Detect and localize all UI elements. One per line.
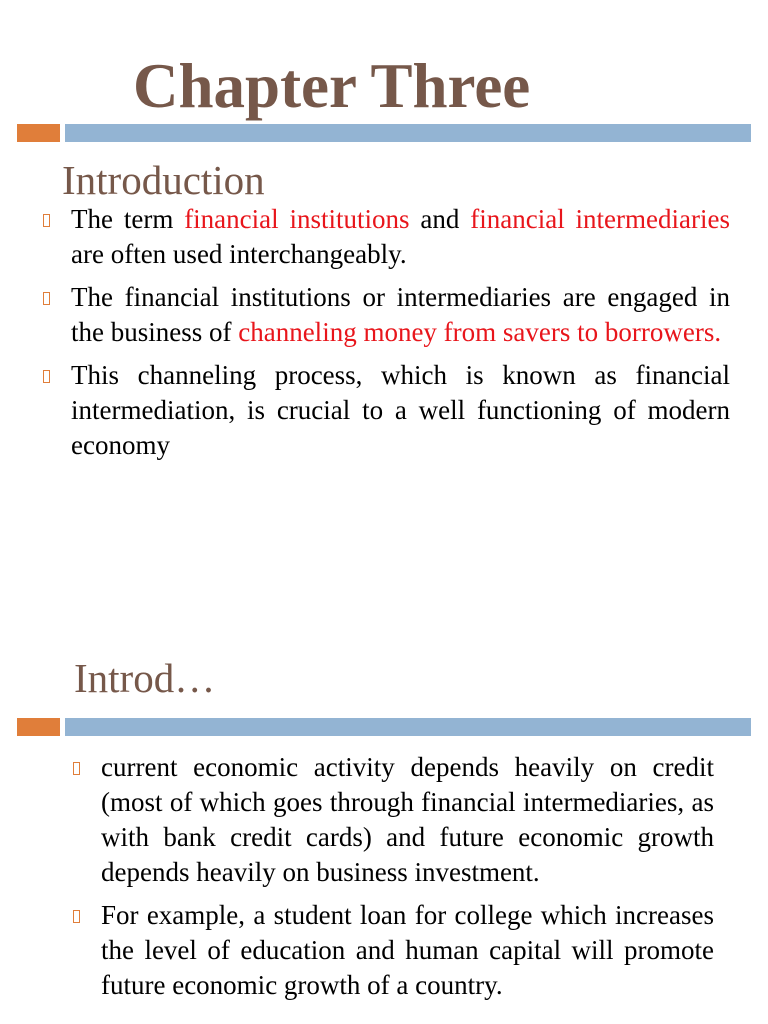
slide-introd (0, 640, 768, 1024)
bullet-item (70, 898, 714, 1003)
divider-accent-block (17, 718, 60, 736)
slide-title: Chapter Three (133, 51, 531, 121)
bullet-marker-icon (73, 910, 80, 923)
bullet-text: The financial institutions or intermediaries are engaged in the business of (71, 282, 730, 347)
bullet-list (70, 750, 714, 1011)
divider-bar (65, 124, 751, 142)
bullet-item (40, 358, 730, 463)
bullet-list (40, 202, 730, 471)
title-divider (17, 124, 751, 142)
highlighted-text: financial intermediaries (470, 204, 730, 234)
bullet-text: current economic activity depends heavily on credit (most of which goes through financial intermediaries, as with bank credit cards) and future economic growth depends heavily on business investment. (101, 752, 714, 887)
title-divider (17, 718, 751, 736)
bullet-text: are often used interchangeably. (71, 239, 407, 269)
bullet-marker-icon (43, 292, 50, 305)
divider-bar (65, 718, 751, 736)
bullet-item (70, 750, 714, 890)
bullet-text: The term (71, 204, 185, 234)
bullet-marker-icon (73, 762, 80, 775)
highlighted-text: channeling money from savers to borrowers. (238, 317, 722, 347)
bullet-text: This channeling process, which is known as financial intermediation, is crucial to a well functioning of modern economy (71, 360, 730, 460)
slide-subtitle: Introduction (62, 157, 265, 203)
slide-title: Introd… (74, 655, 216, 701)
bullet-marker-icon (43, 370, 50, 383)
bullet-item (40, 202, 730, 272)
bullet-text: and (409, 204, 471, 234)
bullet-item (40, 280, 730, 350)
bullet-marker-icon (43, 214, 50, 227)
divider-accent-block (17, 124, 60, 142)
highlighted-text: financial institutions (184, 204, 410, 234)
bullet-text: For example, a student loan for college which increases the level of education and human capital will promote future economic growth of a country. (101, 900, 714, 1000)
